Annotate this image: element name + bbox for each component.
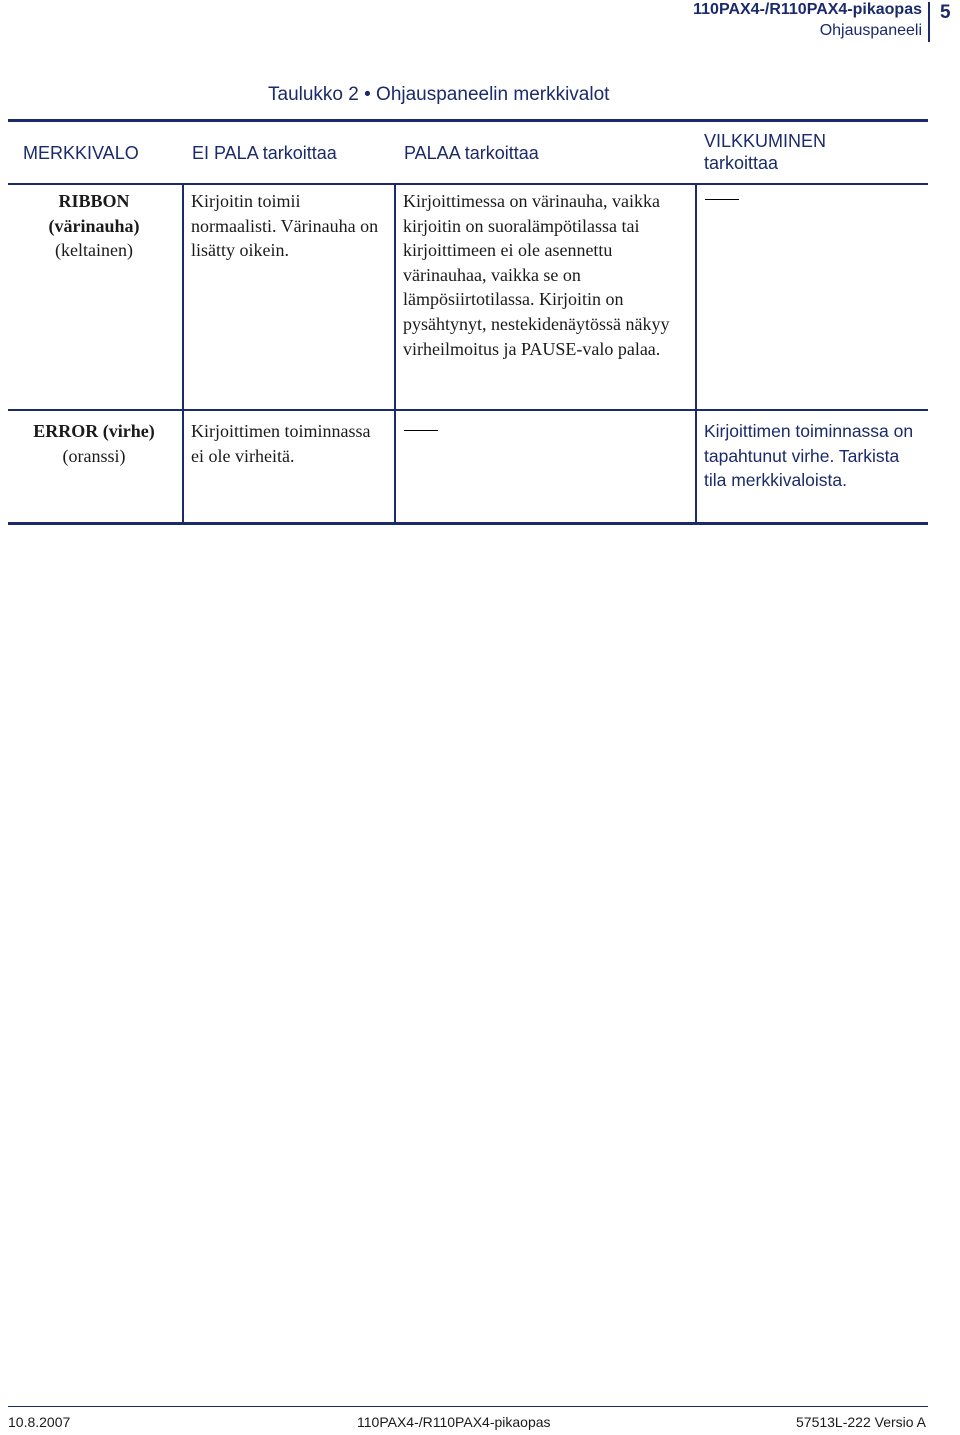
light-name: RIBBON: [58, 191, 130, 211]
page-number: 5: [940, 2, 951, 23]
footer-doc-title: 110PAX4-/R110PAX4-pikaopas: [357, 1414, 551, 1430]
column-header-light: MERKKIVALO: [23, 143, 139, 163]
on-meaning: Kirjoittimessa on värinauha, vaikka kirjoitin on suoralämpötilassa tai kirjoittimeen ei ole asennettu värinauhaa, vaikka se on lämpösiirtotilassa. Kirjoitin on pysähtynyt, nestekidenäytössä näkyy virheilmoitus ja PAUSE-valo palaa.: [403, 191, 670, 359]
table-bottom-rule: [8, 522, 928, 525]
light-color: (oranssi): [62, 445, 126, 466]
table-caption: Taulukko 2 • Ohjauspaneelin merkkivalot: [268, 84, 610, 105]
column-header-blink: VILKKUMINEN tarkoittaa: [704, 131, 827, 173]
header-bottom-rule: [8, 183, 928, 185]
off-meaning: Kirjoittimen toiminnassa ei ole virheitä.: [191, 421, 371, 466]
running-header-section: Ohjauspaneeli: [819, 22, 922, 39]
column-header-off: EI PALA tarkoittaa: [192, 143, 337, 163]
footer-date: 10.8.2007: [8, 1414, 71, 1430]
row-divider: [8, 409, 928, 411]
footer-rule: [8, 1406, 928, 1407]
running-header-title: 110PAX4-/R110PAX4-pikaopas: [693, 1, 922, 18]
no-value-dash: [404, 430, 438, 431]
light-color: (keltainen): [55, 240, 133, 261]
off-meaning: Kirjoitin toimii normaalisti. Värinauha on lisätty oikein.: [191, 191, 379, 261]
no-value-dash: [705, 199, 739, 200]
blink-meaning: Kirjoittimen toiminnassa on tapahtunut virhe. Tarkista tila merkkivaloista.: [704, 421, 914, 491]
header-divider: [928, 2, 930, 42]
column-divider: [695, 185, 697, 523]
column-header-on: PALAA tarkoittaa: [404, 143, 539, 163]
table-top-rule: [8, 119, 928, 122]
light-name: ERROR (virhe): [33, 421, 155, 441]
light-name-translation: (värinauha): [48, 215, 140, 236]
column-divider: [394, 185, 396, 523]
column-divider: [182, 185, 184, 523]
footer-doc-version: 57513L-222 Versio A: [796, 1414, 926, 1430]
